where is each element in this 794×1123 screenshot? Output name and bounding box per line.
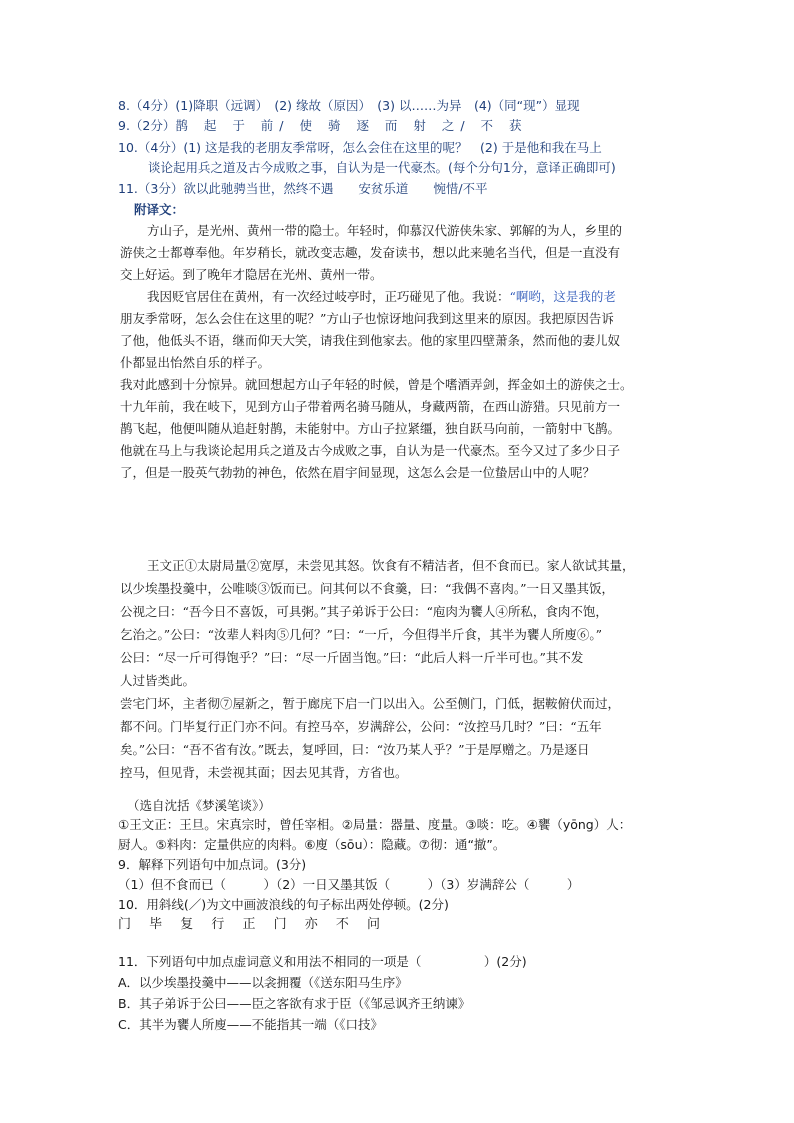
translation-p2-highlight: “啊哟，这是我的老 [509,289,616,304]
source-citation: （选自沈括《梦溪笔谈》） [127,798,271,813]
answer-9-text: 鹊 起 于 前/ 使 骑 逐 而 射 之/ 不 获 [175,118,528,133]
question-11-stem: 11．下列语句中加点虚词意义和用法不相同的一项是（ ）(2分) [118,954,527,969]
question-10-stem: 10．用斜线(／)为文中画波浪线的句子标出两处停顿。(2分) [118,897,449,912]
passage-p1-line: 以少埃墨投羹中，公唯啖③饭而已。问其何以不食羹，曰：“我偶不喜肉。”一日又墨其饭， [120,581,615,596]
translation-p3-line: 他就在马上与我谈论起用兵之道及古今成败之事，自认为是一代豪杰。至今又过了多少日子 [120,443,621,458]
translation-p2-line: 了他，他低头不语，继而仰天大笑，请我住到他家去。他的家里四壁萧条，然而他的妻儿奴 [120,333,621,348]
translation-p3-line: 鹊飞起，他便叫随从追赶射鹊，未能射中。方山子拉紧缰，独自跃马向前，一箭射中飞鹊。 [120,421,621,436]
translation-p1-line: 交上好运。到了晚年才隐居在光州、黄州一带。 [120,267,383,282]
translation-p2-text: 我因贬官居住在黄州，有一次经过岐亭时，正巧碰见了他。我说： [147,289,510,304]
passage-p1-line: 公曰：“尽一斤可得饱乎？”曰：“尽一斤固当饱。”曰：“此后人料一斤半可也。”其不发 [120,650,584,665]
answer-11: 11.（3分）欲以此驰骋当世，然终不遇 安贫乐道 惋惜/不平 [118,181,488,196]
translation-p2-line: 朋友季常呀，怎么会住在这里的呢？”方山子也惊讶地问我到这里来的原因。我把原因告诉 [120,311,614,326]
question-11-option-b: B．其子弟诉于公曰——臣之客欲有求于臣（《邹忌讽齐王纳谏》 [118,996,471,1011]
question-10-sentence: 门 毕 复 行 正 门 亦 不 问 [118,917,388,932]
question-9-items: （1）但不食而已（ ）（2）一日又墨其饭（ ）（3）岁满辞公（ ） [118,877,580,892]
translation-p3-line: 了，但是一股英气勃勃的神色，依然在眉宇间显现，这怎么会是一位蛰居山中的人呢？ [120,465,596,480]
annotation-line: 厨人。⑤料肉：定量供应的肉料。⑥廋（sōu）：隐藏。⑦彻：通“撤”。 [118,837,506,852]
translation-p2-line [147,288,616,306]
translation-p2-line: 仆都显出怡然自乐的样子。 [120,355,271,370]
answer-10-line-1: 10.（4分）(1) 这是我的老朋友季常呀，怎么会住在这里的呢？ (2) 于是他和我在马上 [118,140,602,155]
translation-p3-line: 十九年前，我在岐下，见到方山子带着两名骑马随从，身藏两箭，在西山游猎。只见前方一 [120,399,621,414]
annotation-line: ①王文正：王旦。宋真宗时，曾任宰相。②局量：器量、度量。③啖：吃。④饔（yōng）人： [118,817,632,832]
question-9-stem: 9．解释下列语句中加点词。(3分) [118,857,307,872]
question-11-option-a: A．以少埃墨投羹中——以衾拥覆（《送东阳马生序》 [118,975,408,990]
passage-p1-line: 公视之曰：“吾今日不喜饭，可具粥。”其子弟诉于公曰：“庖肉为饔人④所私，食肉不饱， [120,604,608,619]
answer-8: 8.（4分）(1)降职（远调） (2) 缘故（原因） (3) 以……为异 (4)（同“现”）显现 [118,98,580,113]
question-11-option-c: C．其半为饔人所廋——不能指其一端（《口技》 [118,1017,383,1032]
translation-p1-line: 方山子，是光州、黄州一带的隐士。年轻时，仰慕汉代游侠朱家、郭解的为人，乡里的 [147,223,623,238]
passage-p1-line: 人过皆类此。 [120,673,196,688]
answer-9 [118,117,528,135]
passage-p2-line: 都不问。门毕复行正门亦不问。有控马卒，岁满辞公，公问：“汝控马几时？”曰：“五年 [120,719,602,734]
passage-p2-line: 控马，但见背，未尝视其面；因去见其背，方省也。 [120,765,408,780]
translation-p3-line: 我对此感到十分惊异。就回想起方山子年轻的时候，曾是个嗜酒弄剑，挥金如土的游侠之士。 [120,377,633,392]
passage-p2-line: 尝宅门坏，主者彻⑦屋新之，暂于廊庑下启一门以出入。公至侧门，门低，据鞍俯伏而过， [120,696,621,711]
passage-p1-line: 王文正①太尉局量②宽厚，未尝见其怒。饮食有不精洁者，但不食而已。家人欲试其量， [147,558,635,573]
passage-p2-line: 矣。”公曰：“吾不省有汝。”既去，复呼回，曰：“汝乃某人乎？”于是厚赠之。乃是逐日 [120,742,590,757]
answer-10-line-2: 谈论起用兵之道及古今成败之事，自认为是一代豪杰。(每个分句1分，意译正确即可) [148,160,616,175]
translation-p1-line: 游侠之士都尊奉他。年岁稍长，就改变志趣，发奋读书，想以此来驰名当代，但是一直没有 [120,245,621,260]
answer-9-label: 9.（2分） [118,118,176,133]
translation-heading: 附译文： [134,202,185,217]
passage-p1-line: 乞治之。”公曰：“汝辈人料肉⑤几何？”曰：“一斤，今但得半斤食，其半为饔人所廋⑥。” [120,627,602,642]
